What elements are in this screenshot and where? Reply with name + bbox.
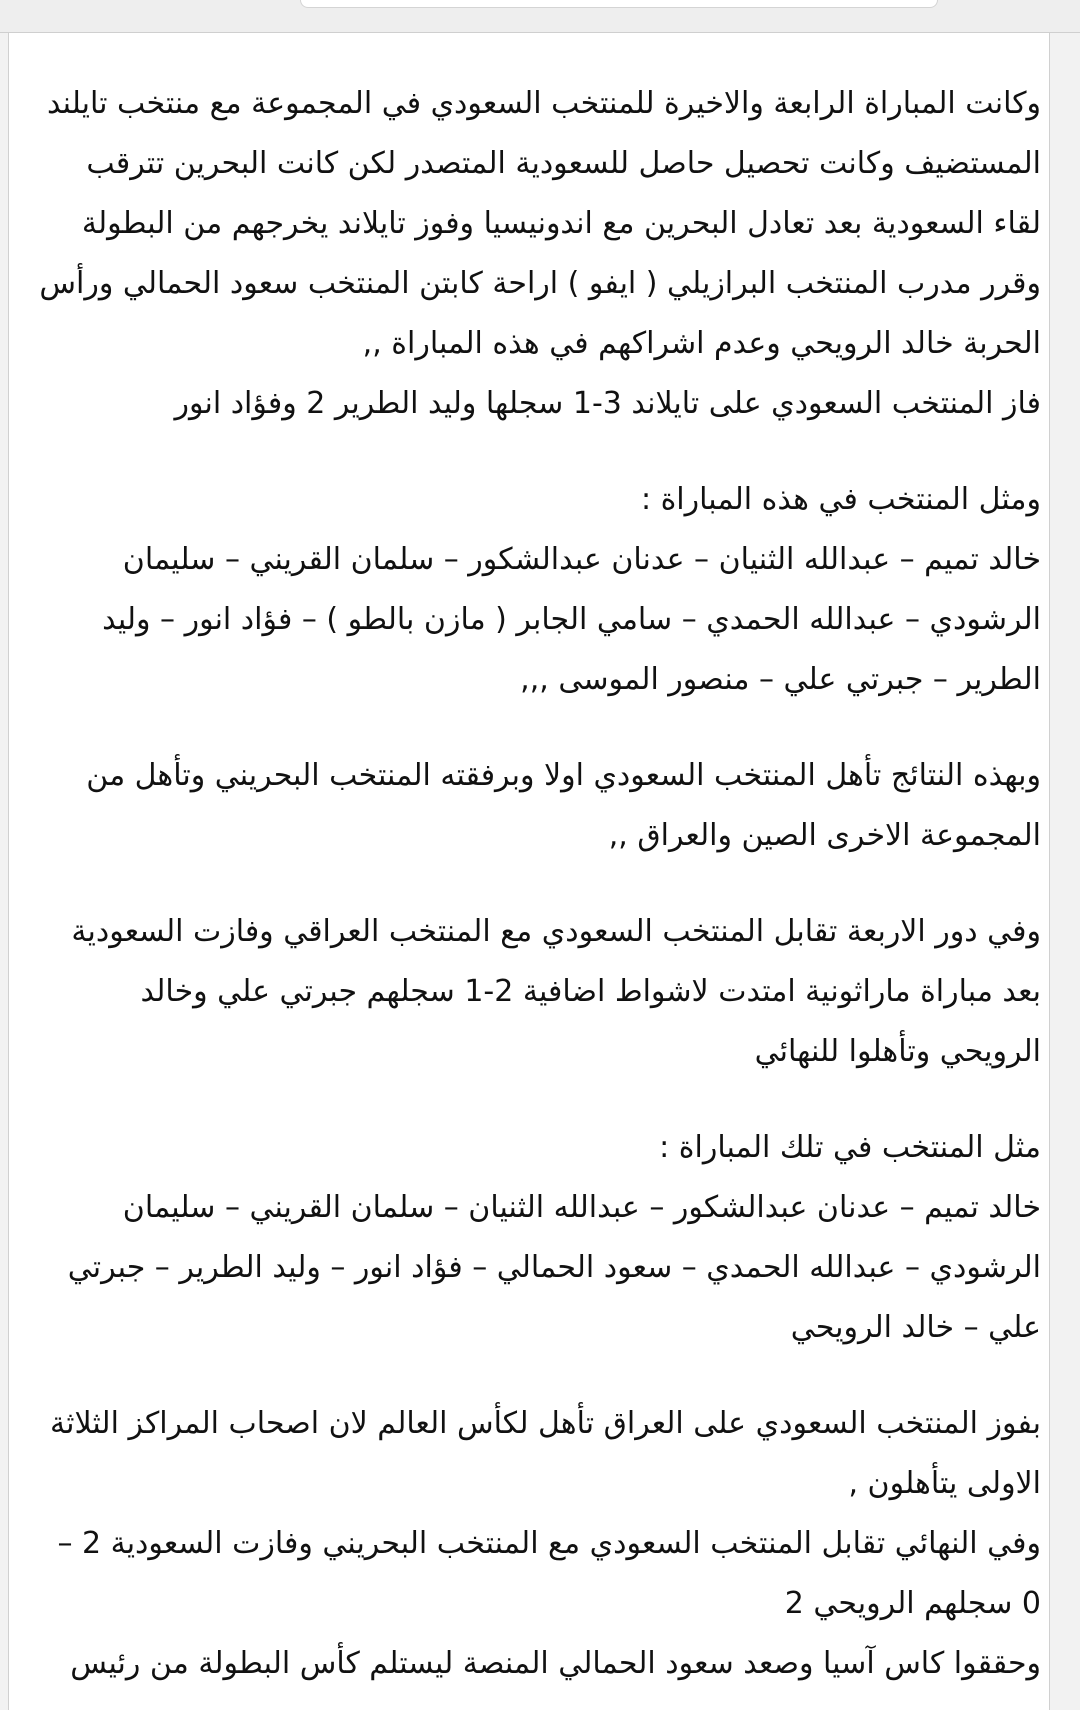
article-line: وقرر مدرب المنتخب البرازيلي ( ايفو ) اراحة كابتن المنتخب سعود الحمالي ورأس [39, 266, 1041, 301]
article-line: الحربة خالد الرويحي وعدم اشراكهم في هذه المباراة ,, [362, 326, 1041, 361]
top-tab-edge [300, 0, 938, 8]
article-line: الرشودي – عبدالله الحمدي – سعود الحمالي – فؤاد انور – وليد الطرير – جبرتي [67, 1250, 1041, 1285]
article-line: المجموعة الاخرى الصين والعراق ,, [608, 818, 1041, 853]
article-line: الرشودي – عبدالله الحمدي – سامي الجابر ( مازن بالطو ) – فؤاد انور – وليد [102, 602, 1041, 637]
article-line: الرويحي وتأهلوا للنهائي [754, 1034, 1041, 1069]
paragraph-gap [43, 1082, 1041, 1118]
paragraph-gap [43, 710, 1041, 746]
paragraph-gap [43, 866, 1041, 902]
article-line: فاز المنتخب السعودي على تايلاند 3-1 سجلها وليد الطرير 2 وفؤاد انور [174, 386, 1041, 421]
article-line: بعد مباراة ماراثونية امتدت لاشواط اضافية 2-1 سجلهم جبرتي علي وخالد [140, 974, 1041, 1009]
article-line: وكانت المباراة الرابعة والاخيرة للمنتخب السعودي في المجموعة مع منتخب تايلند [46, 86, 1041, 121]
article-line: وفي دور الاربعة تقابل المنتخب السعودي مع المنتخب العراقي وفازت السعودية [71, 914, 1041, 949]
article-line: وحققوا كاس آسيا وصعد سعود الحمالي المنصة ليستلم كأس البطولة من رئيس [70, 1646, 1041, 1681]
article-line: الاولى يتأهلون , [848, 1466, 1041, 1501]
paragraph-gap [43, 1358, 1041, 1394]
article-line: علي – خالد الرويحي [790, 1310, 1041, 1345]
article-line: وفي النهائي تقابل المنتخب السعودي مع المنتخب البحريني وفازت السعودية 2 – [57, 1526, 1041, 1561]
top-bar [0, 0, 1080, 33]
article-line: خالد تميم – عدنان عبدالشكور – عبدالله الثنيان – سلمان القريني – سليمان [122, 1190, 1041, 1225]
article-line: مثل المنتخب في تلك المباراة : [659, 1130, 1041, 1165]
document-page [8, 33, 1050, 1710]
article-body [39, 74, 1041, 1694]
article-line: ومثل المنتخب في هذه المباراة : [640, 482, 1041, 517]
article-line: المستضيف وكانت تحصيل حاصل للسعودية المتصدر لكن كانت البحرين تترقب [86, 146, 1041, 181]
article-line: بفوز المنتخب السعودي على العراق تأهل لكأس العالم لان اصحاب المراكز الثلاثة [50, 1406, 1041, 1441]
article-line: لقاء السعودية بعد تعادل البحرين مع اندونيسيا وفوز تايلاند يخرجهم من البطولة [81, 206, 1041, 241]
paragraph-gap [43, 434, 1041, 470]
article-line: الطرير – جبرتي علي – منصور الموسى ,,, [520, 662, 1041, 697]
article-line: وبهذه النتائج تأهل المنتخب السعودي اولا وبرفقته المنتخب البحريني وتأهل من [86, 758, 1041, 793]
article-line: خالد تميم – عبدالله الثنيان – عدنان عبدالشكور – سلمان القريني – سليمان [122, 542, 1041, 577]
article-line: 0 سجلهم الرويحي 2 [784, 1586, 1041, 1621]
